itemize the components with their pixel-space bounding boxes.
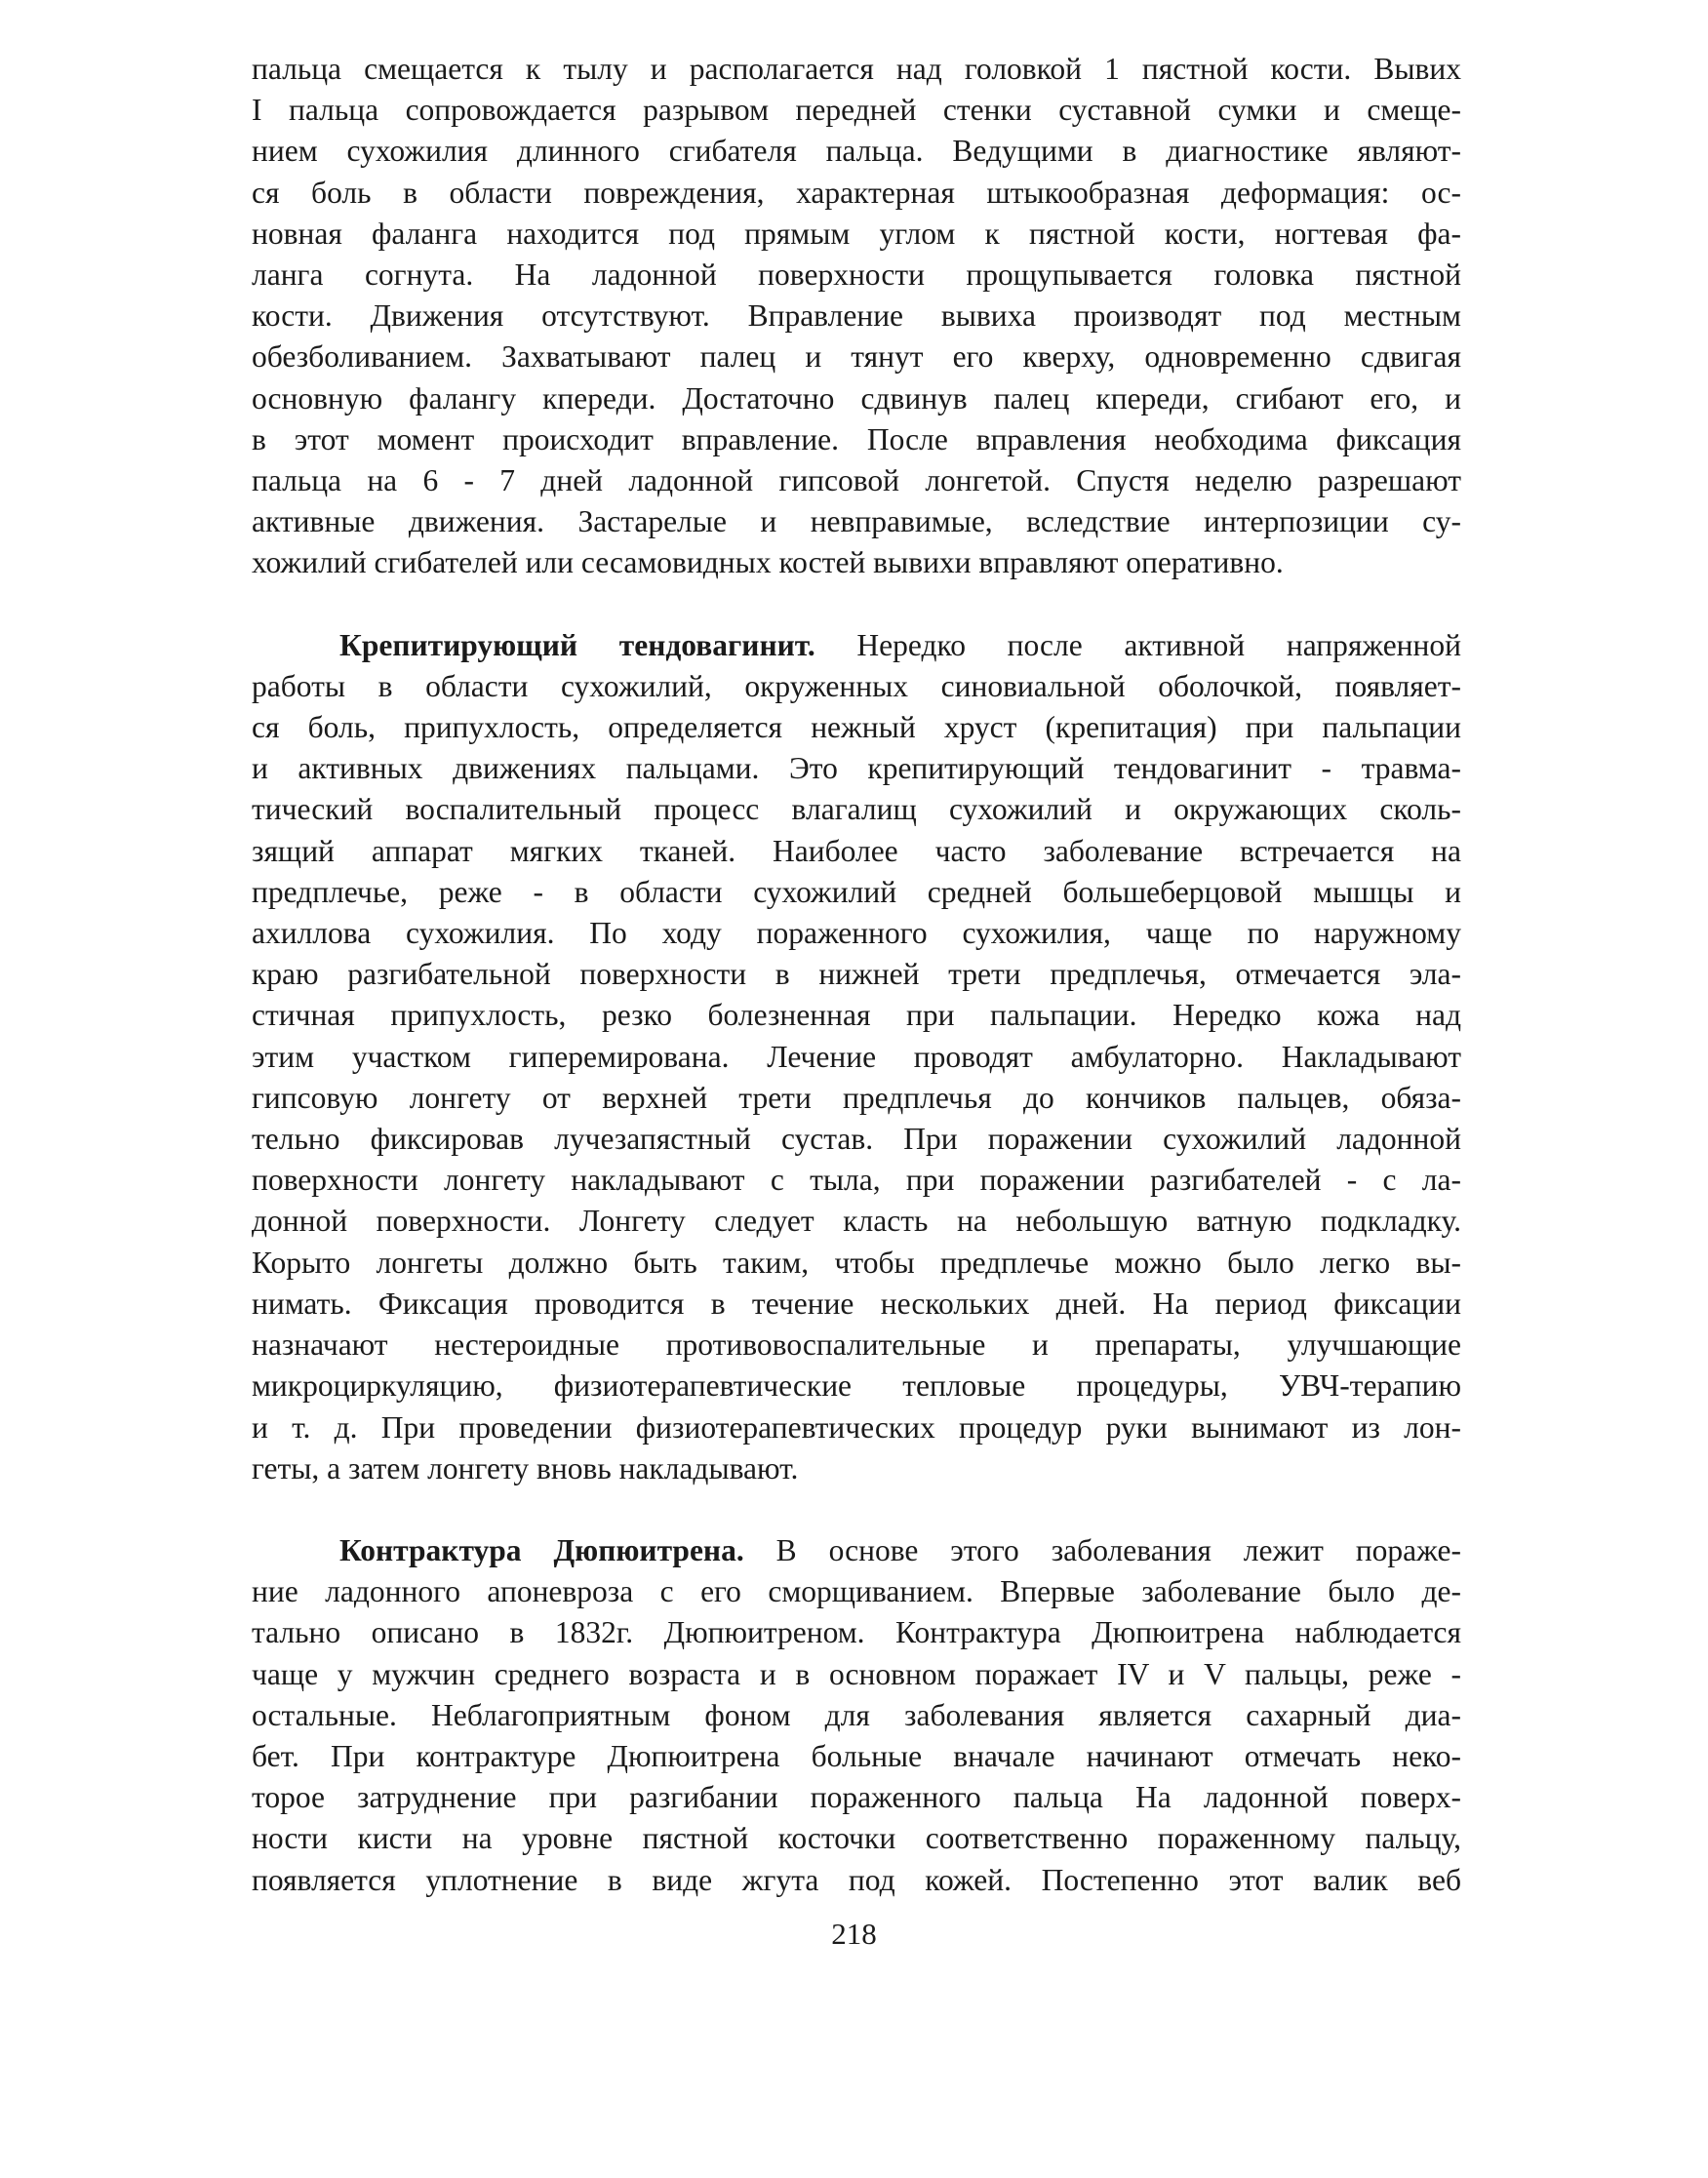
paragraph-spacer <box>252 1489 1461 1530</box>
text-line: гипсовую лонгету от верхней трети предплечья до кончиков пальцев, обяза- <box>252 1080 1461 1115</box>
text-line: нием сухожилия длинного сгибателя пальца. Ведущими в диагностике являют- <box>252 134 1461 169</box>
paragraph-tenosynovitis <box>252 625 1461 1489</box>
text-line: пальца на 6 - 7 дней ладонной гипсовой лонгетой. Спустя неделю разрешают <box>252 463 1461 498</box>
text-line: бет. При контрактуре Дюпюитрена больные вначале начинают отмечать неко- <box>252 1738 1461 1773</box>
text-line: основную фалангу кпереди. Достаточно сдвинув палец кпереди, сгибают его, и <box>252 380 1461 416</box>
text-line: нимать. Фиксация проводится в течение нескольких дней. На период фиксации <box>252 1286 1461 1321</box>
text-line: и активных движениях пальцами. Это крепитирующий тендовагинит - травма- <box>252 751 1461 786</box>
text-line: этим участком гиперемирована. Лечение проводят амбулаторно. Накладывают <box>252 1039 1461 1074</box>
text-line: геты, а затем лонгету вновь накладывают. <box>252 1450 799 1485</box>
page-body <box>252 49 1461 1901</box>
paragraph-spacer <box>252 584 1461 625</box>
text-line: I пальца сопровождается разрывом передней стенки суставной сумки и смеще- <box>252 93 1461 128</box>
text-line: хожилий сгибателей или сесамовидных костей вывихи вправляют оперативно. <box>252 545 1284 580</box>
text-line: активные движения. Застарелые и невправимые, вследствие интерпозиции су- <box>252 504 1461 539</box>
text-line: микроциркуляцию, физиотерапевтические тепловые процедуры, УВЧ-терапию <box>252 1368 1461 1404</box>
text-line: ланга согнута. На ладонной поверхности прощупывается головка пястной <box>252 257 1461 293</box>
text-line: торое затруднение при разгибании пораженного пальца На ладонной поверх- <box>252 1780 1461 1815</box>
text-line: чаще у мужчин среднего возраста и в основном поражает IV и V пальцы, реже - <box>252 1656 1461 1691</box>
text-line: Корыто лонгеты должно быть таким, чтобы предплечье можно было легко вы- <box>252 1245 1461 1280</box>
text-line: новная фаланга находится под прямым углом к пястной кости, ногтевая фа- <box>252 216 1461 251</box>
text-line: тический воспалительный процесс влагалищ сухожилий и окружающих сколь- <box>252 792 1461 827</box>
text-line: ахиллова сухожилия. По ходу пораженного сухожилия, чаще по наружному <box>252 916 1461 951</box>
paragraph-dupuytren <box>252 1530 1461 1901</box>
text-line: ся боль в области повреждения, характерная штыкообразная деформация: ос- <box>252 175 1461 210</box>
text-line: и т. д. При проведении физиотерапевтических процедур руки вынимают из лон- <box>252 1409 1461 1445</box>
text-run: В основе этого заболевания лежит пораже- <box>743 1532 1461 1567</box>
text-line: тельно фиксировав лучезапястный сустав. При поражении сухожилий ладонной <box>252 1122 1461 1157</box>
page-number: 218 <box>831 1917 877 1951</box>
text-line: работы в области сухожилий, окруженных синовиальной оболочкой, появляет- <box>252 668 1461 703</box>
text-line: появляется уплотнение в виде жгута под кожей. Постепенно этот валик веб <box>252 1862 1461 1897</box>
text-line: тально описано в 1832г. Дюпюитреном. Контрактура Дюпюитрена наблюдается <box>252 1615 1461 1650</box>
text-line: стичная припухлость, резко болезненная при пальпации. Нередко кожа над <box>252 998 1461 1033</box>
section-heading: Крепитирующий тендовагинит. <box>339 627 815 662</box>
paragraph-dislocation-thumb <box>252 49 1461 584</box>
text-line: ности кисти на уровне пястной косточки соответственно пораженному пальцу, <box>252 1821 1461 1856</box>
text-line: поверхности лонгету накладывают с тыла, при поражении разгибателей - с ла- <box>252 1163 1461 1198</box>
text-line: донной поверхности. Лонгету следует класть на небольшую ватную подкладку. <box>252 1204 1461 1239</box>
text-line: ние ладонного апоневроза с его сморщиванием. Впервые заболевание было де- <box>252 1574 1461 1609</box>
text-line-first <box>252 1530 1461 1571</box>
text-run: Нередко после активной напряженной <box>814 627 1462 662</box>
text-line: предплечье, реже - в области сухожилий средней большеберцовой мышцы и <box>252 874 1461 909</box>
text-line: назначают нестероидные противовоспалительные и препараты, улучшающие <box>252 1327 1461 1363</box>
text-line: краю разгибательной поверхности в нижней трети предплечья, отмечается эла- <box>252 957 1461 992</box>
text-line-first <box>252 625 1461 666</box>
section-heading: Контрактура Дюпюитрена. <box>339 1532 744 1567</box>
text-line: обезболиванием. Захватывают палец и тянут его кверху, одновременно сдвигая <box>252 339 1461 375</box>
text-line: в этот момент происходит вправление. После вправления необходима фиксация <box>252 421 1461 456</box>
text-line: пальца смещается к тылу и располагается над головкой 1 пястной кости. Вывих <box>252 52 1461 86</box>
text-line: остальные. Неблагоприятным фоном для заболевания является сахарный диа- <box>252 1697 1461 1732</box>
text-line: зящий аппарат мягких тканей. Наиболее часто заболевание встречается на <box>252 833 1461 868</box>
text-line: кости. Движения отсутствуют. Вправление вывиха производят под местным <box>252 298 1461 334</box>
text-line: ся боль, припухлость, определяется нежный хруст (крепитация) при пальпации <box>252 710 1461 745</box>
